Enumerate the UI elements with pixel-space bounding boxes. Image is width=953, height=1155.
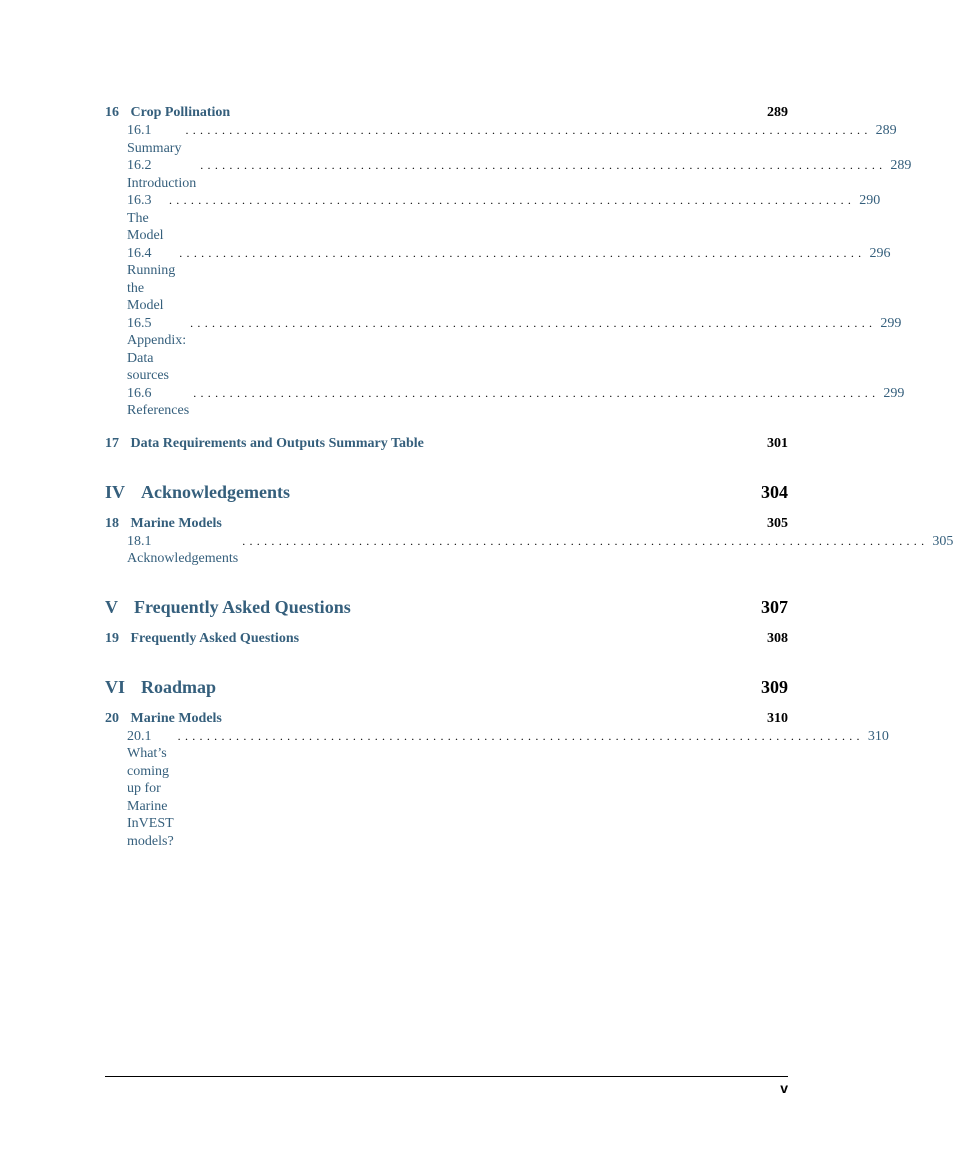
section-number: 20.1 xyxy=(127,728,152,744)
toc-chapter-17[interactable] xyxy=(105,435,788,453)
section-title[interactable]: Appendix: Data sources xyxy=(127,333,187,383)
dot-leader: .............................................................................................. xyxy=(242,533,929,548)
toc-chapter-19[interactable] xyxy=(105,630,788,648)
section-title[interactable]: Running the Model xyxy=(127,263,176,313)
dot-leader: .............................................................................................. xyxy=(179,245,866,260)
section-number: 18.1 xyxy=(127,533,152,549)
chapter-title[interactable]: Marine Models xyxy=(130,515,222,531)
section-number: 16.5 xyxy=(127,315,152,331)
part-title[interactable]: Roadmap xyxy=(141,676,217,697)
chapter-page: 308 xyxy=(767,630,788,646)
toc-section[interactable] xyxy=(105,728,889,851)
part-number: VI xyxy=(105,676,126,697)
toc-section[interactable] xyxy=(105,245,891,315)
dot-leader: .............................................................................................. xyxy=(177,728,864,743)
section-title[interactable]: Introduction xyxy=(127,175,197,191)
part-page: 309 xyxy=(761,676,788,697)
part-page: 307 xyxy=(761,596,788,617)
section-number: 16.1 xyxy=(127,123,152,138)
dot-leader: .............................................................................................. xyxy=(190,315,877,330)
section-title[interactable]: The Model xyxy=(127,210,164,243)
chapter-page: 305 xyxy=(767,515,788,531)
dot-leader: .............................................................................................. xyxy=(193,385,880,400)
section-page: 299 xyxy=(883,385,905,401)
section-title[interactable]: References xyxy=(127,403,190,418)
toc-part-5[interactable] xyxy=(105,596,788,618)
toc-section[interactable] xyxy=(105,533,953,568)
toc-section[interactable] xyxy=(105,192,881,245)
chapter-page: 301 xyxy=(767,435,788,451)
section-number: 16.3 xyxy=(127,193,152,208)
dot-leader: .............................................................................................. xyxy=(200,158,887,172)
toc-section[interactable] xyxy=(105,315,902,385)
chapter-number: 18 xyxy=(105,515,119,531)
toc-chapter-18[interactable] xyxy=(105,515,788,533)
toc-chapter-20[interactable] xyxy=(105,710,788,728)
section-page: 290 xyxy=(859,193,881,208)
chapter-title[interactable]: Data Requirements and Outputs Summary Table xyxy=(130,435,424,451)
section-title[interactable]: Acknowledgements xyxy=(127,551,239,566)
toc-chapter-16[interactable] xyxy=(105,104,788,122)
section-page: 289 xyxy=(875,123,897,138)
section-title[interactable]: What’s coming up for Marine InVEST models? xyxy=(127,746,174,849)
section-number: 16.4 xyxy=(127,245,152,261)
chapter-number: 17 xyxy=(105,435,119,451)
section-number: 16.6 xyxy=(127,385,152,401)
part-title[interactable]: Frequently Asked Questions xyxy=(134,596,351,617)
chapter-number: 16 xyxy=(105,105,119,120)
section-number: 16.2 xyxy=(127,158,152,173)
footer-rule xyxy=(105,1076,788,1077)
chapter-page: 289 xyxy=(767,105,788,120)
section-page: 310 xyxy=(867,728,889,744)
chapter-title[interactable]: Frequently Asked Questions xyxy=(130,630,300,646)
toc-part-4[interactable] xyxy=(105,481,788,503)
page-number: v xyxy=(780,1080,788,1096)
chapter-title[interactable]: Crop Pollination xyxy=(130,105,231,120)
part-number: IV xyxy=(105,481,126,502)
chapter-number: 20 xyxy=(105,710,119,726)
section-page: 305 xyxy=(932,533,953,549)
part-page: 304 xyxy=(761,481,788,502)
toc-part-6[interactable] xyxy=(105,676,788,698)
toc-section[interactable] xyxy=(105,157,912,192)
section-page: 299 xyxy=(880,315,902,331)
dot-leader: .............................................................................................. xyxy=(185,123,872,137)
section-page: 296 xyxy=(869,245,891,261)
section-page: 289 xyxy=(890,158,912,173)
section-title[interactable]: Summary xyxy=(127,140,182,156)
part-title[interactable]: Acknowledgements xyxy=(141,481,291,502)
chapter-number: 19 xyxy=(105,630,119,646)
chapter-title[interactable]: Marine Models xyxy=(130,710,222,726)
table-of-contents xyxy=(105,104,953,850)
toc-section[interactable] xyxy=(105,122,897,157)
part-number: V xyxy=(105,596,118,617)
dot-leader: .............................................................................................. xyxy=(169,193,856,207)
toc-section[interactable] xyxy=(105,385,905,420)
chapter-page: 310 xyxy=(767,710,788,726)
